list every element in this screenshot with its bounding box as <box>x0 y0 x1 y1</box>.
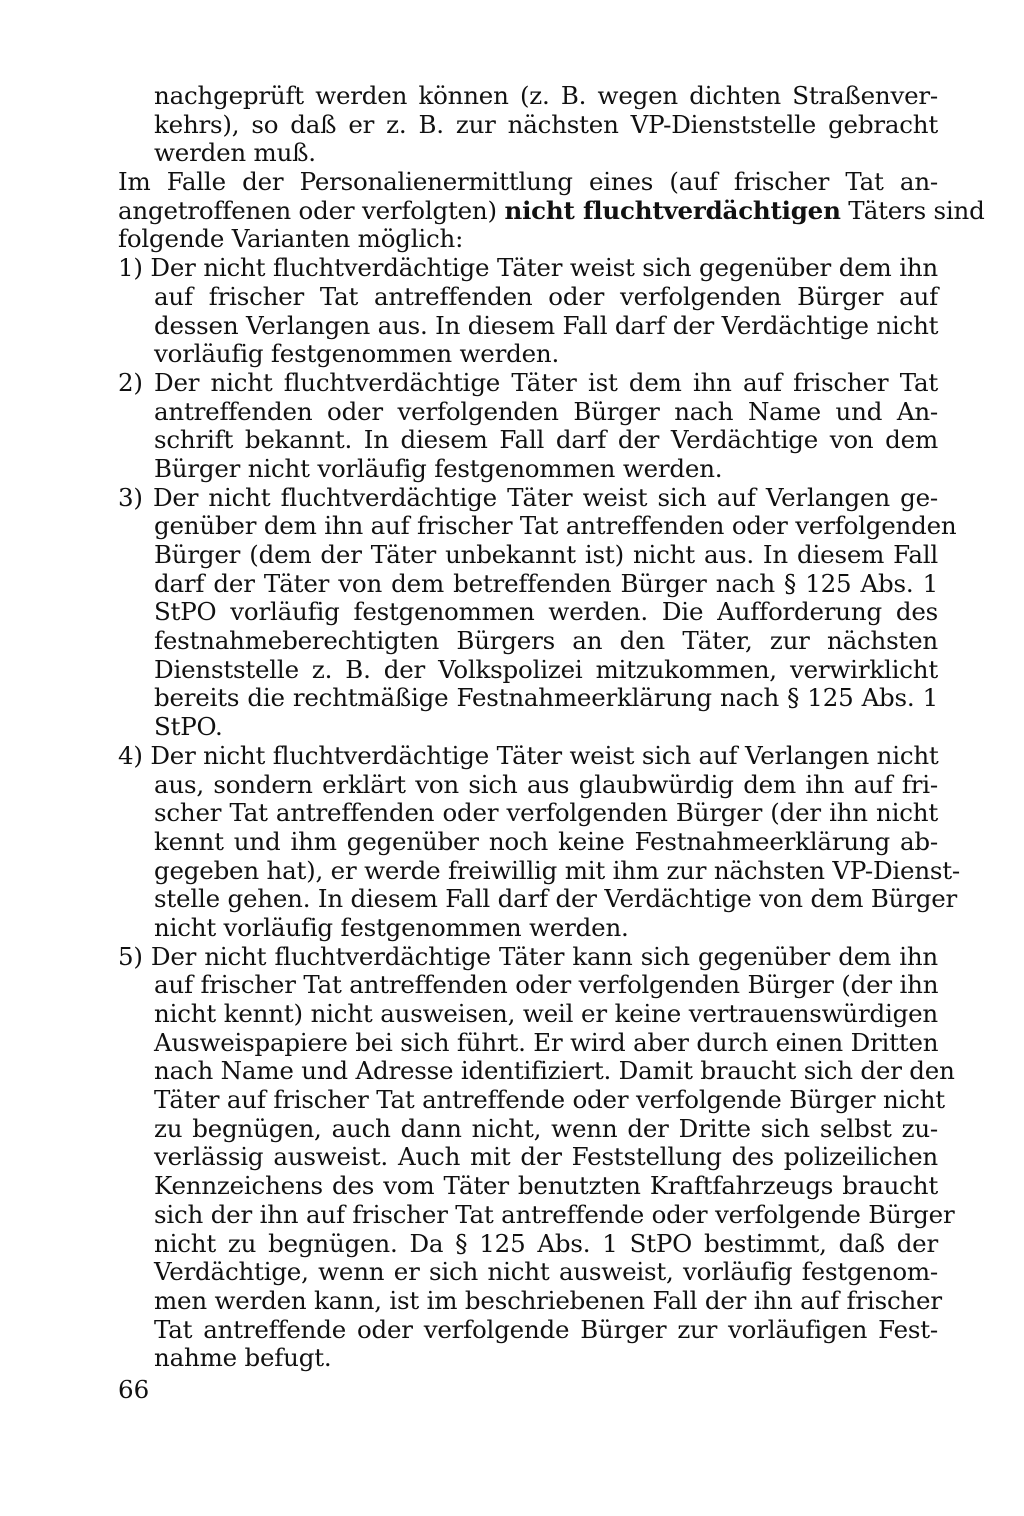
text-line: schrift bekannt. In diesem Fall darf der Verdächtige von dem <box>154 425 938 455</box>
text-line: nicht vorläufig festgenommen werden. <box>154 912 629 942</box>
text-line: folgende Varianten möglich: <box>118 224 464 254</box>
text-line: nicht zu begnügen. Da § 125 Abs. 1 StPO bestimmt, daß der <box>154 1228 938 1258</box>
text-line: kehrs), so daß er z. B. zur nächsten VP-Dienststelle gebracht <box>154 109 938 139</box>
text-line: Kennzeichens des vom Täter benutzten Kraftfahrzeugs braucht <box>154 1171 938 1201</box>
text-line: kennt und ihm gegenüber noch keine Festnahmeerklärung ab- <box>154 826 938 856</box>
text-segment: angetroffenen oder verfolgten) <box>118 195 505 225</box>
text-line: Dienststelle z. B. der Volkspolizei mitzukommen, verwirklicht <box>154 654 938 684</box>
page-number: 66 <box>118 1375 150 1404</box>
text-line: 1) Der nicht fluchtverdächtige Täter weist sich gegenüber dem ihn <box>118 253 938 283</box>
text-line: Täter auf frischer Tat antreffende oder verfolgende Bürger nicht <box>154 1085 945 1115</box>
bold-emphasis: nicht fluchtverdächtigen <box>504 195 841 225</box>
text-line: antreffenden oder verfolgenden Bürger nach Name und An- <box>154 396 938 426</box>
text-line: StPO. <box>154 712 223 742</box>
text-line: dessen Verlangen aus. In diesem Fall darf der Verdächtige nicht <box>154 310 939 340</box>
text-line: verlässig ausweist. Auch mit der Feststellung des polizeilichen <box>154 1142 938 1172</box>
text-line: aus, sondern erklärt von sich aus glaubwürdig dem ihn auf fri- <box>154 769 938 799</box>
text-line: nicht kennt) nicht ausweisen, weil er keine vertrauenswürdigen <box>154 999 938 1028</box>
text-line: men werden kann, ist im beschriebenen Fall der ihn auf frischer <box>154 1285 942 1315</box>
text-line: nahme befugt. <box>154 1343 332 1373</box>
text-line: genüber dem ihn auf frischer Tat antreffenden oder verfolgenden <box>154 511 957 541</box>
text-line: nach Name und Adresse identifiziert. Damit braucht sich der den <box>154 1056 955 1086</box>
text-line: 4) Der nicht fluchtverdächtige Täter weist sich auf Verlangen nicht <box>118 740 939 770</box>
text-line: StPO vorläufig festgenommen werden. Die Aufforderung des <box>154 597 938 627</box>
text-line: 5) Der nicht fluchtverdächtige Täter kann sich gegenüber dem ihn <box>118 941 938 971</box>
text-line: bereits die rechtmäßige Festnahmeerklärung nach § 125 Abs. 1 <box>154 683 938 713</box>
text-line: auf frischer Tat antreffenden oder verfolgenden Bürger (der ihn <box>154 970 939 1000</box>
text-line: nachgeprüft werden können (z. B. wegen dichten Straßenver- <box>154 81 938 110</box>
text-line: vorläufig festgenommen werden. <box>154 339 560 369</box>
text-line: 2) Der nicht fluchtverdächtige Täter ist dem ihn auf frischer Tat <box>118 367 938 397</box>
text-line: gegeben hat), er werde freiwillig mit ihm zur nächsten VP-Dienst- <box>154 855 960 885</box>
text-line: zu begnügen, auch dann nicht, wenn der Dritte sich selbst zu- <box>154 1113 938 1143</box>
text-line: Bürger (dem der Täter unbekannt ist) nicht aus. In diesem Fall <box>154 540 938 569</box>
text-line: stelle gehen. In diesem Fall darf der Verdächtige von dem Bürger <box>154 884 958 914</box>
text-line: Verdächtige, wenn er sich nicht ausweist, vorläufig festgenom- <box>154 1257 938 1287</box>
text-line: Ausweispapiere bei sich führt. Er wird aber durch einen Dritten <box>154 1027 939 1057</box>
text-line: Bürger nicht vorläufig festgenommen werden. <box>154 453 723 483</box>
text-line: Tat antreffende oder verfolgende Bürger zur vorläufigen Fest- <box>154 1314 938 1344</box>
text-line: festnahmeberechtigten Bürgers an den Täter, zur nächsten <box>154 626 938 656</box>
text-line <box>118 195 985 226</box>
text-line: Im Falle der Personalienermittlung eines (auf frischer Tat an- <box>118 167 938 197</box>
text-line: darf der Täter von dem betreffenden Bürger nach § 125 Abs. 1 <box>154 568 938 598</box>
text-line: werden muß. <box>154 138 316 168</box>
text-line: sich der ihn auf frischer Tat antreffende oder verfolgende Bürger <box>154 1199 955 1229</box>
text-line: 3) Der nicht fluchtverdächtige Täter weist sich auf Verlangen ge- <box>118 482 938 512</box>
text-line: scher Tat antreffenden oder verfolgenden Bürger (der ihn nicht <box>154 798 938 828</box>
text-segment: Täters sind <box>840 195 985 225</box>
text-line: auf frischer Tat antreffenden oder verfolgenden Bürger auf <box>154 281 938 311</box>
body-text <box>118 81 985 1373</box>
